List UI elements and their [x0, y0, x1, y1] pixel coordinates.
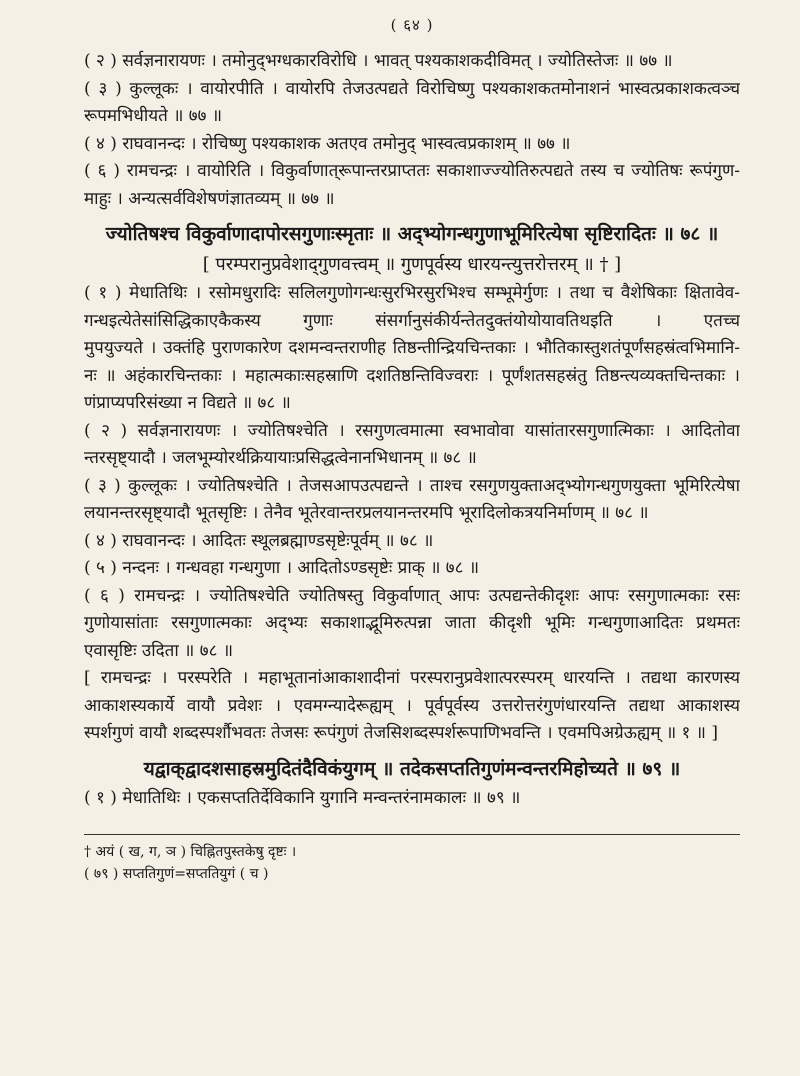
page-number: ( ६४ )	[390, 16, 434, 34]
footnotes	[84, 841, 740, 885]
text-line: ( १ ) मेधातिथिः । रसोमधुरादिः सलिलगुणोगन्धःसुरभिरसुरभिश्च सम्भूमेर्गुणः । तथा च वैशेषिकाः क्षितावेव-	[84, 283, 740, 303]
text-line: ( ६ ) रामचन्द्रः । ज्योतिषश्चेति ज्योतिषस्तु विकुर्वाणात् आपः उत्पद्यन्तेकीदृशः आपः रसगुणात्मकाः रसः	[84, 585, 740, 606]
commentary-block-77	[84, 48, 740, 213]
verse-79: यद्वाक्‌द्वादशसाहस्रमुदितंदैविकंयुगम् ॥ तदेकसप्ततिगुणंमन्वन्तरमिहोच्यते ॥ ७९ ॥	[143, 757, 681, 780]
text-line: ( ३ ) कुल्लूकः । ज्योतिषश्चेति । तेजसआपउत्पद्यन्ते । ताश्च रसगुणयुक्ताअद्भ्योगन्धगुणयुक्ता भूमिरित्येषा	[84, 475, 740, 496]
text-line: रूपमभिधीयते ॥ ७७ ॥	[84, 106, 223, 126]
text-line: आकाशस्यकार्ये वायौ प्रवेशः । एवमग्न्यादेरूह्यम् । पूर्वपूर्वस्य उत्तरोत्तरंगुणंधारयन्ति तद्यथा आकाशस्य	[84, 695, 740, 716]
text-line: ( ६ ) रामचन्द्रः । वायोरिति । विकुर्वाणात्‌रूपान्तरप्राप्ततः सकाशाज्ज्योतिरुत्पद्यते तस्य च ज्योतिषः रूपंगुण-	[84, 161, 740, 181]
text-line: एवासृष्टिः उदिता ॥ ७८ ॥	[84, 640, 234, 661]
text-line: ( ४ ) राघवानन्दः । आदितः स्थूलब्रह्माण्डसृष्टेःपूर्वम् ॥ ७८ ॥	[84, 530, 434, 551]
text-line: ( ४ ) राघवानन्दः । रोचिष्णु पश्यकाशक अतएव तमोनुद् भास्वत्वप्रकाशम् ॥ ७७ ॥	[84, 133, 571, 154]
bracket-commentary	[84, 665, 740, 748]
text-line: न्तरसृष्ट्यादौ । जलभूम्योरर्थक्रियायाःप्रसिद्धत्वेनानभिधानम् ॥ ७८ ॥	[84, 448, 477, 468]
footnote-divider	[84, 834, 740, 835]
commentary-block-78	[84, 280, 740, 665]
text-line: णंप्राप्यपरिसंख्या न विद्यते ॥ ७८ ॥	[84, 393, 291, 413]
text-line: ( २ ) सर्वज्ञनारायणः । तमोनुद्‌भग्धकारविरोधि । भावत् पश्यकाशकदीविमत् । ज्योतिस्तेजः ॥ ७७ ॥	[84, 51, 673, 71]
text-line: लयानन्तरसृष्ट्यादौ भूतसृष्टिः । तेनैव भूतेरवान्तरप्रलयानन्तरमपि भूरादिलोकत्रयनिर्माणम् ॥ ७८ ॥	[84, 503, 649, 523]
text-line: ( ५ ) नन्दनः । गन्धवहा गन्धगुणा । आदितोऽण्डसृष्टेः प्राक् ॥ ७८ ॥	[84, 558, 480, 578]
footnote: ( ७९ ) सप्ततिगुणं=सप्ततियुगं ( च )	[84, 866, 269, 882]
commentary-block-79	[84, 785, 740, 813]
text-line: गन्धइत्येतेसांसिद्धिकाएकैकस्य गुणाः संसर्गानुसंकीर्यन्तेतदुक्तंयोयोयावतिथइति । एतच्च	[84, 310, 740, 331]
text-line: ( १ ) मेधातिथिः । एकसप्ततिर्देविकानि युगानि मन्वन्तरंनामकालः ॥ ७९ ॥	[84, 787, 521, 808]
text-line: ( ३ ) कुल्लूकः । वायोरपीति । वायोरपि तेजउत्पद्यते विरोचिष्णु पश्यकाशकतमोनाशनं भास्वत्प्रकाशकत्वञ्च	[84, 78, 740, 99]
text-line: [ रामचन्द्रः । परस्परेति । महाभूतानांआकाशादीनां परस्परानुप्रवेशात्परस्परम् धारयन्ति । तद्यथा कारणस्य	[84, 668, 740, 688]
text-line: नः ॥ अहंकारचिन्तकाः । महात्मकाःसहस्राणि दशतिष्ठन्तिविज्वराः । पूर्णंशतसहस्रंतु तिष्ठन्त्यव्यक्तचिन्तकाः ।	[84, 365, 740, 386]
text-line: ( २ ) सर्वज्ञनारायणः । ज्योतिषश्चेति । रसगुणत्वमात्मा स्वभावोवा यासांतारसगुणात्मिकाः । आदितोवा	[84, 420, 740, 441]
text-line: माहुः । अन्यत्सर्वविशेषणंज्ञातव्यम् ॥ ७७ ॥	[84, 188, 335, 209]
text-line: मुपयुज्यते । उक्तंहि पुराणकारेण दशमन्वन्तराणीह तिष्ठन्तीन्द्रियचिन्तकाः । भौतिकास्तुशतंपूर्णंसहस्रंत्वभिमानि-	[84, 338, 740, 358]
text-line: स्पर्शगुणं वायौ शब्दस्पर्शौभवतः तेजसः रूपंगुणं तेजसिशब्दस्पर्शरूपाणिभवन्ति । एवमपिअग्रेऊह्यम् ॥ १ ॥ ]	[84, 723, 719, 743]
verse-78: ज्योतिषश्च विकुर्वाणादापोरसगुणाःस्मृताः ॥ अद्भ्योगन्धगुणाभूमिरित्येषा सृष्टिरादितः ॥ ७८ ॥	[105, 223, 719, 245]
bracket-verse-note: [ परम्परानुप्रवेशाद्‌गुणवत्त्वम् ॥ गुणपूर्वस्य धारयन्त्युत्तरोत्तरम् ॥ † ]	[202, 254, 622, 275]
footnote: † अयं ( ख, ग, ञ ) चिह्नितपुस्तकेषु दृष्टः ।	[84, 844, 297, 860]
text-line: गुणोयासांताः रसगुणात्मकाः अद्भ्यः सकाशाद्भूमिरुत्पन्ना जाता कीदृशी भूमिः गन्धगुणाआदितः प्रथमतः	[84, 613, 740, 633]
